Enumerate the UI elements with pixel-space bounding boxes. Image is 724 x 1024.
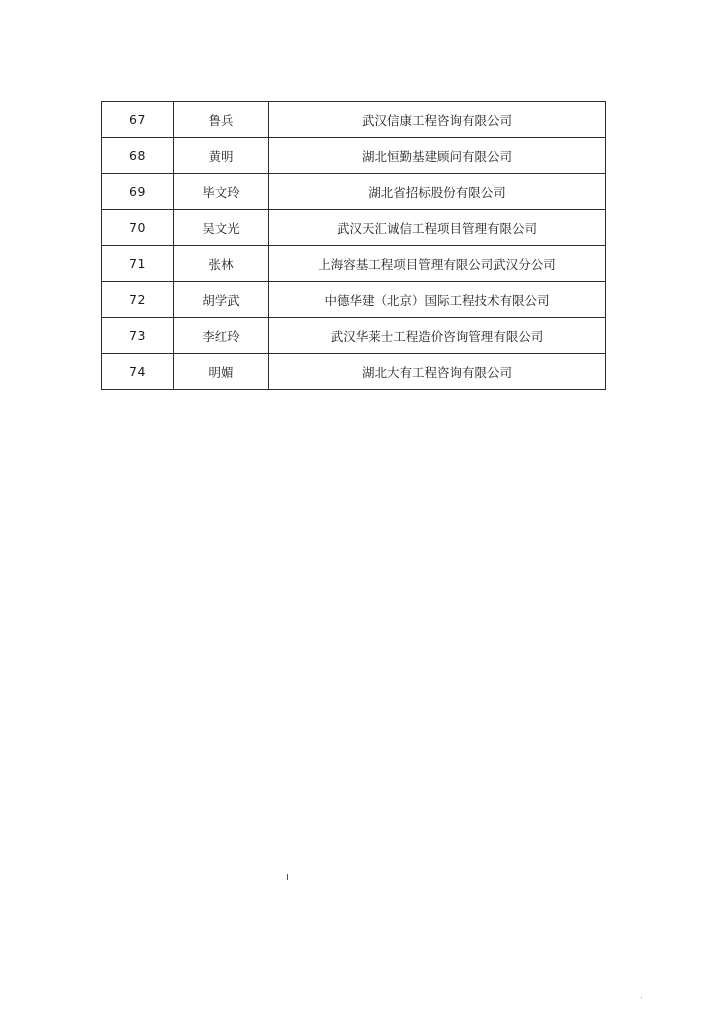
person-name: 黄明: [174, 138, 269, 174]
table-row: [102, 174, 606, 210]
company-name: 武汉天汇诚信工程项目管理有限公司: [269, 210, 606, 246]
table-row: [102, 246, 606, 282]
row-number: 74: [102, 354, 174, 390]
person-name: 李红玲: [174, 318, 269, 354]
person-name: 明媚: [174, 354, 269, 390]
company-name: 湖北省招标股份有限公司: [269, 174, 606, 210]
person-name: 毕文玲: [174, 174, 269, 210]
person-name: 张林: [174, 246, 269, 282]
table-body: [102, 102, 606, 390]
table-row: [102, 210, 606, 246]
person-name: 鲁兵: [174, 102, 269, 138]
personnel-table: [101, 101, 606, 390]
company-name: 湖北大有工程咨询有限公司: [269, 354, 606, 390]
company-name: 上海容基工程项目管理有限公司武汉分公司: [269, 246, 606, 282]
row-number: 72: [102, 282, 174, 318]
scan-speck: [287, 874, 288, 880]
person-name: 吴文光: [174, 210, 269, 246]
company-name: 湖北恒勤基建顾问有限公司: [269, 138, 606, 174]
row-number: 73: [102, 318, 174, 354]
row-number: 67: [102, 102, 174, 138]
row-number: 68: [102, 138, 174, 174]
scan-speck: [641, 997, 642, 998]
table-row: [102, 318, 606, 354]
company-name: 中德华建（北京）国际工程技术有限公司: [269, 282, 606, 318]
row-number: 71: [102, 246, 174, 282]
company-name: 武汉信康工程咨询有限公司: [269, 102, 606, 138]
person-name: 胡学武: [174, 282, 269, 318]
row-number: 69: [102, 174, 174, 210]
table-row: [102, 102, 606, 138]
company-name: 武汉华莱士工程造价咨询管理有限公司: [269, 318, 606, 354]
row-number: 70: [102, 210, 174, 246]
table-row: [102, 354, 606, 390]
table-row: [102, 138, 606, 174]
table-row: [102, 282, 606, 318]
